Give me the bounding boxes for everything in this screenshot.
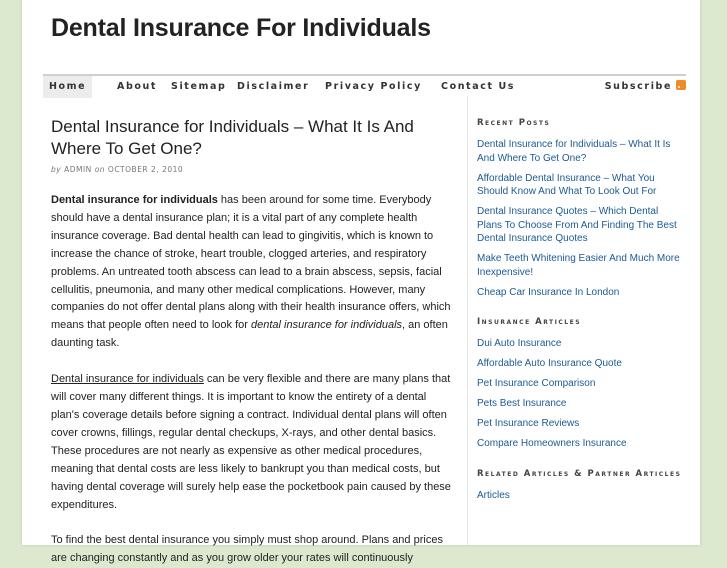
post-meta xyxy=(51,165,451,174)
insurance-articles-title: Insurance Articles xyxy=(477,317,582,327)
nav-item-contact-us[interactable]: Contact Us xyxy=(441,81,516,92)
insurance-articles-widget xyxy=(477,315,682,451)
insurance-article-link[interactable]: Pets Best Insurance xyxy=(477,398,567,409)
nav-item-sitemap[interactable]: Sitemap xyxy=(171,81,227,92)
insurance-article-link[interactable]: Pet Insurance Comparison xyxy=(477,378,596,389)
post-author[interactable]: ADMIN xyxy=(64,165,92,174)
column-divider xyxy=(467,96,468,545)
insurance-article-link[interactable]: Compare Homeowners Insurance xyxy=(477,438,627,449)
recent-post-link[interactable]: Make Teeth Whitening Easier And Much More Inexpensive! xyxy=(477,253,680,278)
rss-icon[interactable] xyxy=(676,80,686,90)
meta-by: by xyxy=(51,165,62,174)
main-nav xyxy=(43,74,686,98)
paragraph-2 xyxy=(51,371,451,514)
related-articles-title: Related Articles & Partner Articles xyxy=(477,468,682,479)
nav-item-privacy-policy[interactable]: Privacy Policy xyxy=(325,81,422,92)
subscribe-label: Subscribe xyxy=(604,81,672,92)
paragraph-1-text-a: has been around for some time. Everybody should have a dental insurance plan; it is a vital part of any complete health insurance coverage. Bad dental health can lead to gingivitis, which is known to increase the chance of stroke, heart trouble, clogged arteries, and respiratory problems. An untreated tooth abscess can lead to a brain abscess, sepsis, facial cellulitis, pneumonia, and many other medical complications. However, many companies do not offer dental plans along with their health insurance offers, which means that people often need to look for xyxy=(51,194,451,332)
main-content xyxy=(51,116,451,568)
site-title[interactable]: Dental Insurance For Individuals xyxy=(51,14,431,42)
recent-post-link[interactable]: Dental Insurance Quotes – Which Dental Plans To Choose From And Finding The Best Dental Insurance Quotes xyxy=(477,206,677,244)
recent-posts-title: Recent Posts xyxy=(477,118,551,128)
nav-item-home[interactable]: Home xyxy=(43,76,92,98)
meta-on: on xyxy=(94,165,106,174)
nav-item-disclaimer[interactable]: Disclaimer xyxy=(237,81,310,92)
post-date: OCTOBER 2, 2010 xyxy=(107,165,184,174)
insurance-article-link[interactable]: Dui Auto Insurance xyxy=(477,338,562,349)
keyword-link[interactable]: Dental insurance for individuals xyxy=(51,373,204,386)
recent-post-link[interactable]: Dental Insurance for Individuals – What It Is And Where To Get One? xyxy=(477,139,671,164)
recent-post-link[interactable]: Affordable Dental Insurance – What You Should Know And What To Look Out For xyxy=(477,172,657,197)
recent-post-link[interactable]: Cheap Car Insurance In London xyxy=(477,286,620,298)
recent-posts-widget xyxy=(477,116,682,299)
paragraph-3: To find the best dental insurance you simply must shop around. Plans and prices are changing constantly and as you grow older your rates will continuously xyxy=(51,534,443,565)
insurance-article-link[interactable]: Pet Insurance Reviews xyxy=(477,418,580,429)
page xyxy=(22,0,700,565)
post-title[interactable]: Dental Insurance for Individuals – What It Is And Where To Get One? xyxy=(51,117,414,158)
related-articles-widget xyxy=(477,467,682,503)
paragraph-1 xyxy=(51,192,451,353)
italic-keyword: dental insurance for individuals xyxy=(250,319,403,332)
bold-keyword: Dental insurance for individuals xyxy=(51,194,218,206)
nav-item-about[interactable]: About xyxy=(117,81,157,92)
sidebar xyxy=(477,116,682,518)
paragraph-1-text-b: , an often daunting task. xyxy=(51,319,448,350)
subscribe-link[interactable] xyxy=(605,76,686,98)
related-article-link[interactable]: Articles xyxy=(477,489,510,501)
insurance-article-link[interactable]: Affordable Auto Insurance Quote xyxy=(477,358,622,369)
paragraph-2-text: can be very flexible and there are many plans that will cover many different things. It is important to know the entirety of a dental plan's coverage details before signing a contract. Individual dental plans will often cover crowns, fillings, regular dental checkups, X-rays, and other dental basics. These procedures are not nearly as expensive as other medical procedures, meaning that dental costs are less likely to bankrupt you than medical costs, but having dental coverage will surely help ease the pocketbook pain caused by these expenditures. xyxy=(51,373,451,511)
